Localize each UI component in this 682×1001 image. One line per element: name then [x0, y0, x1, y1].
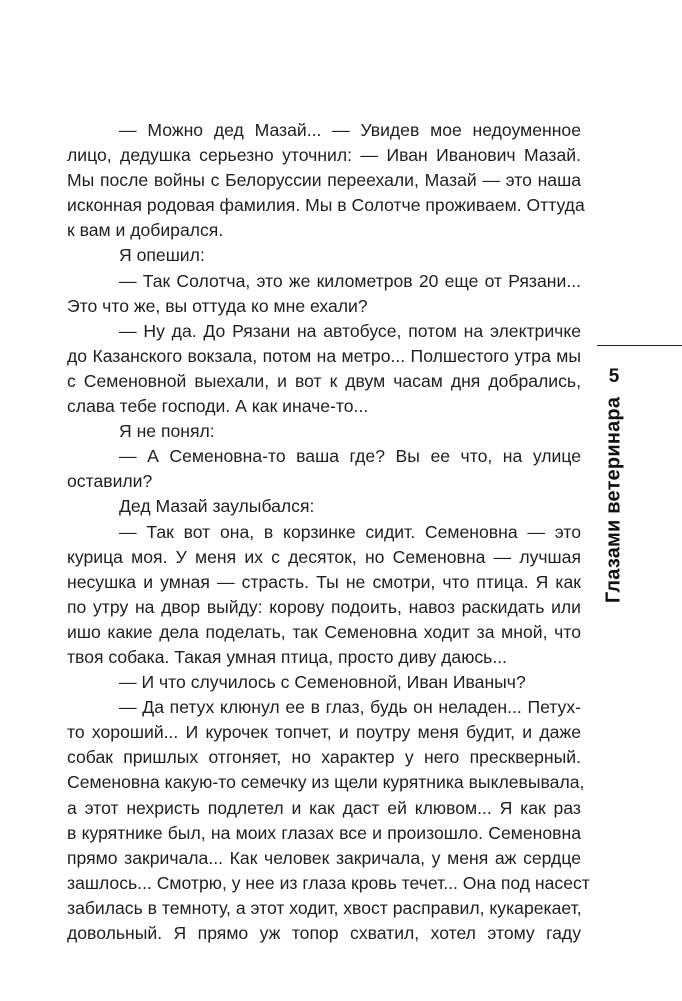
text-line: курица моя. У меня их с десяток, но Семеновна — лучшая [67, 546, 581, 567]
body-text [67, 118, 590, 946]
text-line: Дед Мазай заулыбался: [119, 496, 315, 517]
text-line: довольный. Я прямо уж топор схватил, хотел этому гаду [67, 923, 581, 943]
text-line: — Да петух клюнул ее в глаз, будь он неладен... Петух- [119, 697, 581, 718]
text-line: Мы после войны с Белоруссии переехали, Мазай — это наша [67, 170, 581, 191]
text-line: — Можно дед Мазай... — Увидев мое недоуменное [119, 120, 581, 140]
text-line: зашлось... Смотрю, у нее из глаза кровь течет... Она под насест [67, 872, 590, 893]
text-line: по утру на двор выйду: корову подоить, навоз раскидать или [67, 596, 581, 617]
running-title-text: Глазами ветеринара [602, 396, 625, 604]
text-line: к вам и добирался. [67, 220, 224, 241]
text-line: Это что же, вы оттуда ко мне ехали? [67, 295, 368, 316]
text-line: Я не понял: [119, 421, 215, 442]
text-line: — А Семеновна-то ваша где? Вы ее что, на улице [119, 446, 581, 467]
text-line: — Так Солотча, это же километров 20 еще от Рязани... [119, 270, 581, 291]
text-line: твоя собака. Такая умная птица, просто диву даюсь... [67, 646, 508, 667]
text-line: ишо какие дела поделать, так Семеновна ходит за мной, что [67, 621, 581, 642]
text-line: то хороший... И курочек топчет, и поутру меня будит, и даже [67, 722, 581, 743]
text-line: Семеновна какую-то семечку из щели курятника выклевывала, [67, 772, 585, 793]
text-line: с Семеновной выехали, и вот к двум часам дня добрались, [67, 370, 581, 391]
running-title [597, 396, 631, 604]
text-line: а этот нехристь подлетел и как даст ей клювом... Я как раз [67, 797, 581, 818]
margin-divider [597, 345, 682, 346]
text-line: лицо, дедушка серьезно уточнил: — Иван Иванович Мазай. [67, 145, 581, 166]
text-line: оставили? [67, 471, 153, 492]
text-line: — Ну да. До Рязани на автобусе, потом на электричке [119, 320, 581, 341]
text-line: забилась в темноту, а этот ходит, хвост расправил, кукарекает, [67, 897, 582, 918]
text-line: — И что случилось с Семеновной, Иван Иваныч? [119, 672, 526, 693]
text-line: собак пришлых отгоняет, но характер у него прескверный. [67, 747, 581, 768]
text-line: в курятнике был, на моих глазах все и произошло. Семеновна [67, 822, 581, 843]
text-line: прямо закричала... Как человек закричала, у меня аж сердце [67, 847, 581, 868]
text-line: — Так вот она, в корзинке сидит. Семеновна — это [119, 521, 581, 542]
page-number: 5 [608, 366, 620, 387]
text-line: исконная родовая фамилия. Мы в Солотче проживаем. Оттуда [67, 195, 585, 216]
text-line: Я опешил: [119, 245, 205, 266]
text-line: несушка и умная — страсть. Ты не смотри, что птица. Я как [67, 571, 581, 592]
text-line: до Казанского вокзала, потом на метро... Полшестого утра мы [67, 345, 581, 366]
text-line: слава тебе господи. А как иначе-то... [67, 396, 369, 417]
